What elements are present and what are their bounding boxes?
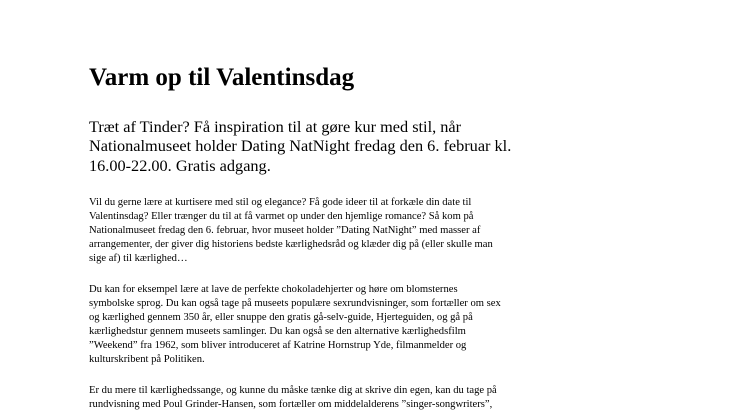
text-line: rundvisning med Poul Grinder-Hansen, som fortæller om middelalderens ”singer-songwriters”, — [89, 399, 493, 410]
text-line: Du kan for eksempel lære at lave de perfekte chokoladehjerter og høre om blomsternes — [89, 284, 458, 295]
body-paragraph-1 — [89, 196, 619, 266]
text-line: arrangementer, der giver dig historiens bedste kærlighedsråd og klæder dig på (eller skulle man — [89, 239, 493, 250]
article-lead — [89, 117, 609, 175]
text-line: sige af) til kærlighed… — [89, 253, 188, 264]
lead-line: Nationalmuseet holder Dating NatNight fredag den 6. februar kl. — [89, 136, 512, 156]
text-line: symbolske sprog. Du kan også tage på museets populære sexrundvisninger, som fortæller om sex — [89, 298, 501, 309]
text-line: Vil du gerne lære at kurtisere med stil og elegance? Få gode ideer til at forkæle din date til — [89, 197, 472, 208]
article-title: Varm op til Valentinsdag — [89, 64, 355, 91]
lead-line: 16.00-22.00. Gratis adgang. — [89, 155, 271, 175]
text-line: Valentinsdag? Eller trænger du til at få varmet op under den hjemlige romance? Så kom på — [89, 211, 474, 222]
text-line: kærlighedstur gennem museets samlinger. Du kan også se den alternative kærlighedsfilm — [89, 326, 466, 337]
text-line: og kærlighed gennem 350 år, eller snuppe den gratis gå-selv-guide, Hjerteguiden, og gå på — [89, 312, 473, 323]
text-line: kulturskribent på Politiken. — [89, 354, 205, 365]
text-line: Er du mere til kærlighedssange, og kunne du måske tænke dig at skrive din egen, kan du tage på — [89, 385, 497, 396]
body-paragraph-2 — [89, 283, 619, 367]
text-line: Nationalmuseet fredag den 6. februar, hvor museet holder ”Dating NatNight” med masser af — [89, 225, 481, 236]
body-paragraph-3 — [89, 384, 619, 412]
text-line: ”Weekend” fra 1962, som bliver introduceret af Katrine Hornstrup Yde, filmanmelder og — [89, 340, 467, 351]
lead-line: Træt af Tinder? Få inspiration til at gøre kur med stil, når — [89, 117, 462, 136]
